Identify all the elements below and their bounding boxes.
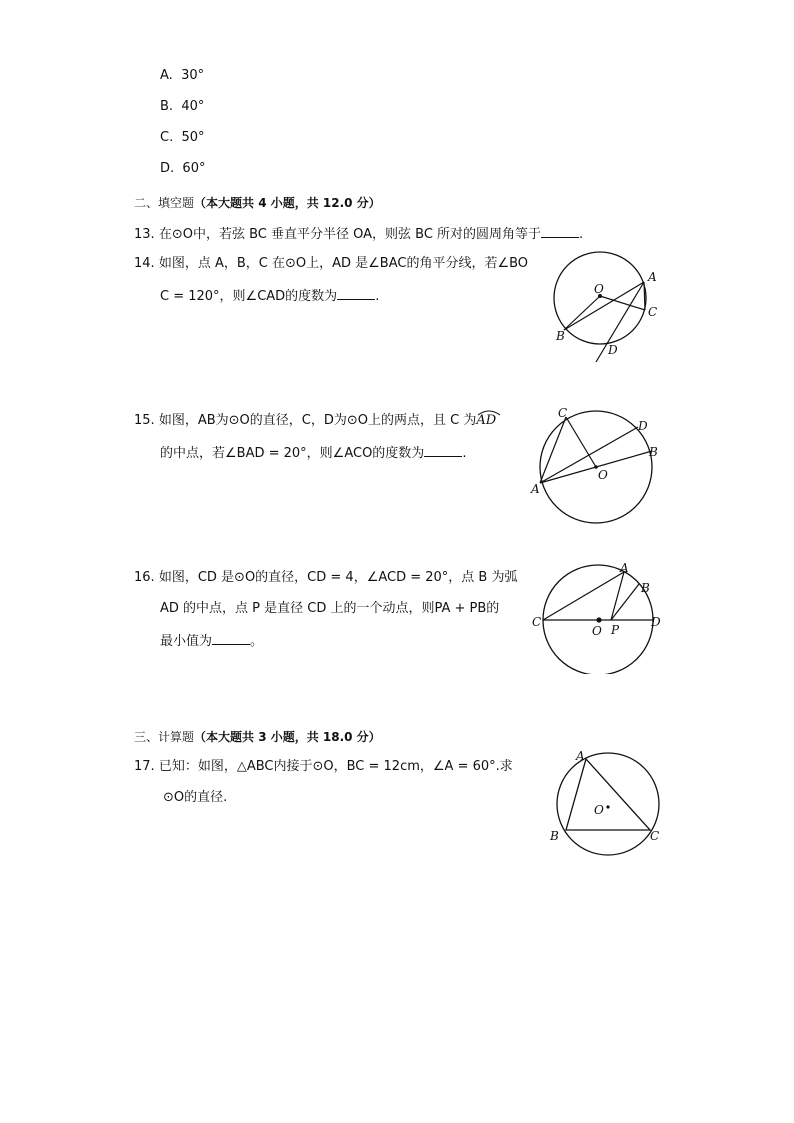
label-b: B [556,329,565,343]
section-2-header [134,194,381,211]
question-13: 13. 在⊙O中，若弦 BC 垂直平分半径 OA，则弦 BC 所对的圆周角等于 . [134,227,584,242]
answer-blank [337,287,375,300]
figure-16 [528,558,668,674]
arc-ad: AD [476,413,496,429]
label-c: C [558,406,568,420]
label-c: C [648,305,658,319]
answer-blank [212,632,250,645]
radius-oc [600,296,645,310]
label-a: A [620,561,629,575]
question-17-line2: ⊙O的直径. [163,790,228,805]
option-b: B. 40° [160,99,205,114]
section-2-title: 二、填空题 [134,196,195,210]
circle-o [557,753,659,855]
option-d: D. 60° [160,161,206,176]
section-3-title: 三、计算题 [134,730,195,744]
answer-blank [424,444,462,457]
section-3-header [134,728,381,745]
label-c: C [532,615,542,629]
segment-pb [611,584,639,620]
label-d: D [651,615,661,629]
chord-ca [543,572,624,620]
question-14-line2: C = 120°，则∠CAD的度数为 . [160,289,380,304]
section-3-info: （本大题共 3 小题，共 18.0 分） [194,730,381,744]
label-b: B [641,581,650,595]
label-o: O [598,468,608,482]
center-dot [606,805,609,808]
label-o: O [594,803,604,817]
label-o: O [594,282,604,296]
option-c: C. 50° [160,130,205,145]
figure-15 [528,403,668,525]
question-17-line1: 17. 已知：如图，△ABC内接于⊙O，BC = 12cm，∠A = 60°.求 [134,759,513,774]
figure-14 [540,248,680,366]
label-a: A [531,482,540,496]
radius-ob [564,296,600,330]
label-o: O [592,624,602,638]
arc-mark [476,408,502,416]
answer-blank [541,225,579,238]
section-2-info: （本大题共 4 小题，共 12.0 分） [194,196,381,210]
option-a: A. 30° [160,68,205,83]
label-a: A [648,270,657,284]
label-b: B [649,445,658,459]
question-16-line1: 16. 如图，CD 是⊙O的直径，CD = 4，∠ACD = 20°，点 B 为弧 [134,570,518,585]
chord-ac [540,417,566,483]
label-p: P [611,623,620,637]
figure-17 [544,745,668,857]
center-dot [596,617,601,622]
question-16-line3: 最小值为 。 [160,634,264,649]
question-15-line1: 15. 如图，AB为⊙O的直径，C，D为⊙O上的两点，且 C 为 AD [134,413,496,429]
label-c: C [650,829,660,843]
question-16-line2: AD 的中点，点 P 是直径 CD 上的一个动点，则PA + PB的 [160,601,500,616]
label-b: B [550,829,559,843]
question-14-line1: 14. 如图，点 A，B，C 在⊙O上，AD 是∠BAC的角平分线，若∠BO [134,256,529,271]
triangle-abc [566,759,650,830]
question-15-line2: 的中点，若∠BAD = 20°，则∠ACO的度数为 . [160,446,467,461]
label-a: A [576,749,585,763]
label-d: D [608,343,618,357]
label-d: D [638,419,648,433]
